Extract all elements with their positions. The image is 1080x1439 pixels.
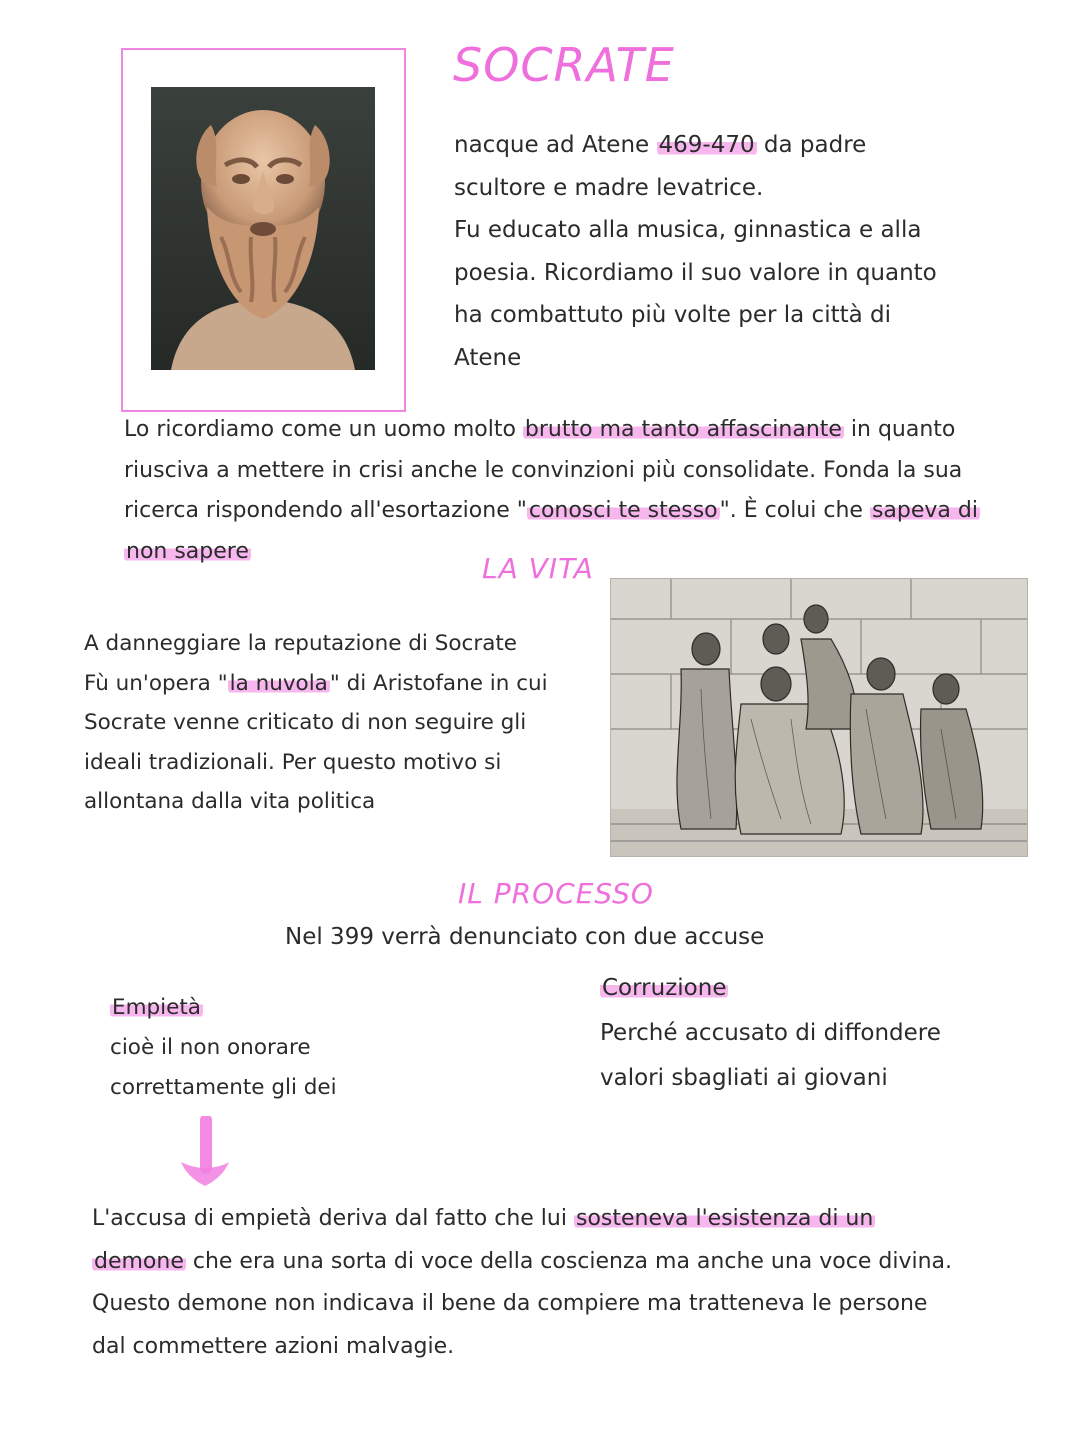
highlighted-text: brutto ma tanto affascinante <box>524 417 842 442</box>
section-title-vita: LA VITA <box>482 552 594 585</box>
text-line: Fu educato alla musica, ginnastica e alla <box>454 217 922 243</box>
text-line: demone che era una sorta di voce della coscienza ma anche una voce divina. <box>94 1248 953 1274</box>
text-line: Lo ricordiamo come un uomo molto brutto ma tanto affascinante in quanto <box>124 417 956 442</box>
text-line: Atene <box>454 344 522 371</box>
highlighted-text: demone <box>94 1248 184 1274</box>
text-line: scultore e madre levatrice. <box>454 174 764 201</box>
intro-paragraph <box>454 124 1014 379</box>
accusa-corruzione <box>600 966 941 1101</box>
process-intro: Nel 399 verrà denunciato con due accuse <box>285 924 765 950</box>
text-line: poesia. Ricordiamo il suo valore in quanto <box>454 259 937 286</box>
text-line: nacque ad Atene 469-470 da padre <box>454 132 867 158</box>
arrow-down-icon <box>175 1116 235 1191</box>
accusa-empieta <box>110 988 337 1108</box>
highlighted-text: sosteneva l'esistenza di un <box>575 1206 874 1231</box>
death-of-socrates-engraving <box>610 578 1028 857</box>
socrates-bust-image <box>151 87 375 370</box>
section-title-processo: IL PROCESSO <box>458 877 654 910</box>
text-line: ha combattuto più volte per la città di <box>454 302 892 328</box>
accusa-empieta-line: correttamente gli dei <box>110 1075 337 1100</box>
text-line: L'accusa di empietà deriva dal fatto che lui sosteneva l'esistenza di un <box>92 1206 874 1231</box>
text-line: Socrate venne criticato di non seguire gli <box>84 710 527 735</box>
accusa-empieta-title: Empietà <box>112 995 201 1020</box>
accusa-empieta-line: cioè il non onorare <box>110 1035 311 1060</box>
highlighted-text: sapeva di <box>871 498 978 523</box>
accusa-corruzione-title: Corruzione <box>602 975 727 1001</box>
text-line: riusciva a mettere in crisi anche le convinzioni più consolidate. Fonda la sua <box>124 457 963 483</box>
text-line: ricerca rispondendo all'esortazione "conosci te stesso". È colui che sapeva di <box>124 498 978 523</box>
text-line: Questo demone non indicava il bene da compiere ma tratteneva le persone <box>92 1291 928 1316</box>
accusa-corruzione-line: valori sbagliati ai giovani <box>600 1065 888 1091</box>
highlighted-text: la nuvola <box>229 670 328 696</box>
socrates-bust-illustration <box>151 87 375 370</box>
page-title: SOCRATE <box>453 38 675 92</box>
accusa-corruzione-line: Perché accusato di diffondere <box>600 1020 941 1046</box>
text-line: ideali tradizionali. Per questo motivo si <box>84 749 502 775</box>
text-line: A danneggiare la reputazione di Socrate <box>84 631 518 656</box>
engraving-illustration <box>611 579 1028 857</box>
vita-paragraph <box>84 624 584 822</box>
text-line: allontana dalla vita politica <box>84 789 376 814</box>
final-paragraph <box>92 1198 1052 1368</box>
description-paragraph <box>124 410 1054 572</box>
highlighted-text: non sapere <box>126 538 249 564</box>
text-line: Fù un'opera "la nuvola" di Aristofane in cui <box>84 670 548 696</box>
highlighted-text: conosci te stesso <box>528 498 718 523</box>
highlighted-text: 469-470 <box>658 132 755 158</box>
text-line: dal commettere azioni malvagie. <box>92 1333 455 1359</box>
